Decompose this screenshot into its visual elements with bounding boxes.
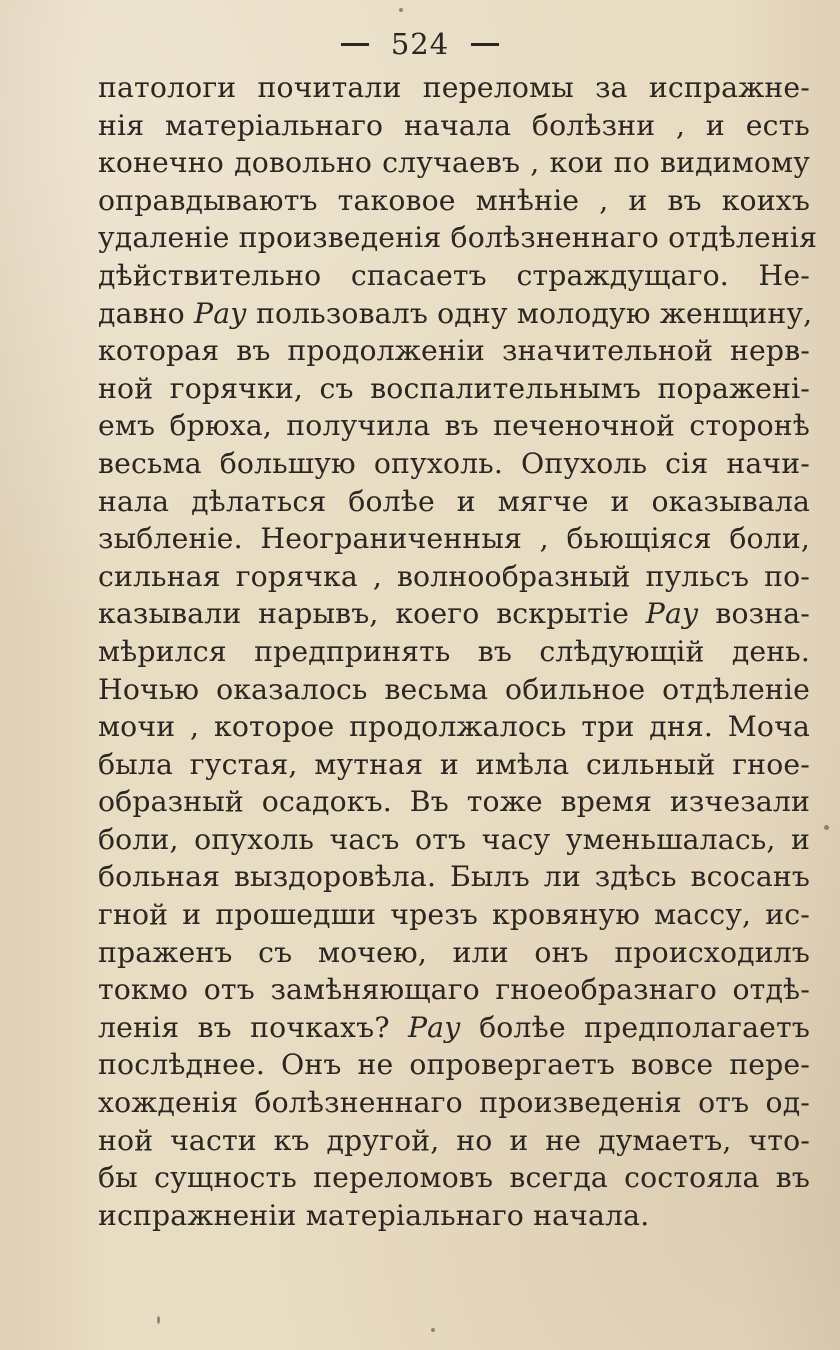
text-segment: сильная горячка , волнообразный пульсъ по- bbox=[98, 559, 810, 593]
text-segment: мѣрился предпринять въ слѣдующій день. bbox=[98, 634, 810, 668]
left-header-rule bbox=[341, 43, 369, 46]
text-segment: бы сущность переломовъ всегда состояла въ bbox=[98, 1161, 810, 1195]
text-line bbox=[98, 1122, 810, 1160]
text-line bbox=[98, 144, 810, 182]
page-header bbox=[0, 20, 840, 64]
text-segment: конечно довольно случаевъ , кои по видимому bbox=[98, 146, 810, 180]
text-segment: давно bbox=[98, 296, 195, 330]
text-line bbox=[98, 746, 810, 784]
text-line bbox=[98, 1159, 810, 1197]
text-segment: оправдываютъ таковое мнѣніе , и въ коихъ bbox=[98, 183, 810, 217]
text-segment: больная выздоровѣла. Былъ ли здѣсь всосанъ bbox=[98, 860, 810, 894]
text-segment: дѣйствительно спасаетъ страждущаго. Не- bbox=[98, 258, 810, 292]
ink-speck bbox=[157, 1316, 160, 1324]
text-segment: хожденія болѣзненнаго произведенія отъ од- bbox=[98, 1086, 810, 1120]
text-line bbox=[98, 182, 810, 220]
text-segment: образный осадокъ. Въ тоже время изчезали bbox=[98, 785, 810, 819]
text-line bbox=[98, 107, 810, 145]
body-text bbox=[98, 69, 818, 1234]
text-line bbox=[98, 971, 810, 1009]
text-segment: удаленіе произведенія болѣзненнаго отдѣленія bbox=[98, 221, 818, 255]
text-segment: нала дѣлаться болѣе и мягче и оказывала bbox=[98, 484, 810, 518]
text-segment: Ночью оказалось весьма обильное отдѣленіе bbox=[98, 672, 810, 706]
text-segment: праженъ съ мочею, или онъ происходилъ bbox=[98, 935, 810, 969]
text-segment: зыбленіе. Неограниченныя , бьющіяся боли, bbox=[98, 522, 810, 556]
text-segment: патологи почитали переломы за испражне- bbox=[98, 71, 810, 104]
text-segment: ной части къ другой, но и не думаетъ, что- bbox=[98, 1123, 810, 1157]
page-number: 524 bbox=[390, 27, 450, 61]
text-segment: мочи , которое продолжалось три дня. Моча bbox=[98, 710, 810, 744]
text-segment: была густая, мутная и имѣла сильный гное- bbox=[98, 747, 810, 781]
text-line bbox=[98, 934, 810, 972]
text-line bbox=[98, 896, 810, 934]
italic-name-segment: Рау bbox=[645, 597, 699, 631]
text-line bbox=[98, 783, 810, 821]
text-segment: боли, опухоль часъ отъ часу уменьшалась, и bbox=[98, 822, 810, 856]
text-segment: весьма большую опухоль. Опухоль сія начи- bbox=[98, 446, 810, 480]
italic-name-segment: Рау bbox=[194, 296, 247, 330]
text-segment: токмо отъ замѣняющаго гноеобразнаго отдѣ- bbox=[98, 973, 810, 1007]
text-line bbox=[98, 69, 810, 107]
text-segment: ной горячки, съ воспалительнымъ поражені- bbox=[98, 371, 810, 405]
text-segment: нія матеріальнаго начала болѣзни , и есть bbox=[98, 108, 810, 142]
right-header-rule bbox=[471, 43, 499, 46]
text-line bbox=[98, 257, 810, 295]
text-segment: послѣднее. Онъ не опровергаетъ вовсе пере- bbox=[98, 1048, 810, 1082]
text-line bbox=[98, 1009, 810, 1047]
text-segment: ленія въ почкахъ? bbox=[98, 1010, 408, 1044]
text-line bbox=[98, 1197, 810, 1235]
italic-name-segment: Рау bbox=[407, 1010, 461, 1044]
text-line bbox=[98, 295, 813, 333]
text-line bbox=[98, 370, 810, 408]
text-line bbox=[98, 595, 810, 633]
text-line bbox=[98, 445, 810, 483]
text-line bbox=[98, 633, 810, 671]
text-line bbox=[98, 407, 810, 445]
text-segment: пользовалъ одну молодую женщину, bbox=[246, 296, 813, 330]
text-segment: возна- bbox=[698, 597, 810, 631]
text-segment: болѣе предполагаетъ bbox=[460, 1010, 810, 1044]
text-segment: гной и прошедши чрезъ кровяную массу, ис- bbox=[98, 898, 810, 932]
text-line bbox=[98, 708, 810, 746]
text-segment: которая въ продолженіи значительной нерв- bbox=[98, 334, 810, 368]
text-segment: испражненіи матеріальнаго начала. bbox=[98, 1198, 650, 1232]
text-line bbox=[98, 219, 818, 257]
text-line bbox=[98, 520, 810, 558]
text-line bbox=[98, 558, 810, 596]
ink-speck bbox=[824, 825, 829, 830]
text-line bbox=[98, 671, 810, 709]
text-line bbox=[98, 332, 810, 370]
text-line bbox=[98, 1046, 810, 1084]
ink-speck bbox=[399, 8, 403, 12]
text-segment: казывали нарывъ, коего вскрытіе bbox=[98, 597, 646, 631]
text-line bbox=[98, 821, 810, 859]
text-line bbox=[98, 858, 810, 896]
text-line bbox=[98, 1084, 810, 1122]
text-line bbox=[98, 483, 810, 521]
ink-speck bbox=[431, 1328, 435, 1332]
text-segment: емъ брюха, получила въ печеночной сторонѣ bbox=[98, 409, 810, 443]
